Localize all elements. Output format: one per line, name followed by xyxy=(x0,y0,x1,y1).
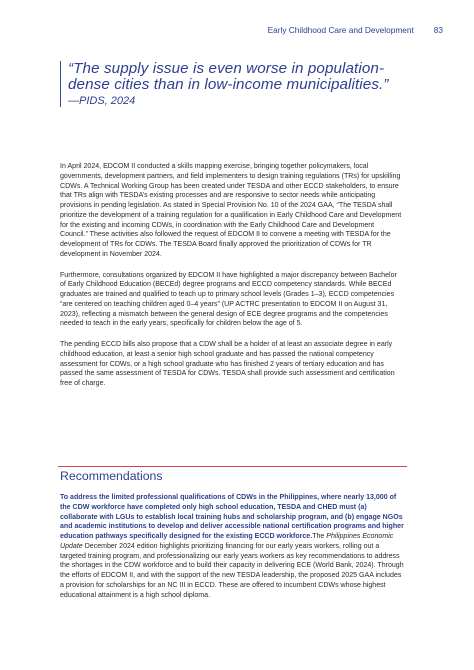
running-header xyxy=(268,25,443,35)
recommendations-paragraph xyxy=(60,493,405,600)
pull-quote-text: “The supply issue is even worse in population-dense cities than in low-income municipalities.” xyxy=(68,60,389,94)
recommendation-text: December 2024 edition highlights prioritizing financing for our early years workers, rolling out a targeted training program, and professionalizing our early years workers as key recommendations to address the shortages in the CDW workforce and to build their capacity in delivering ECE (World Bank, 2024). Through the efforts of EDCOM II, and with the support of the new TESDA leadership, the proposed 2025 GAA includes a provision for scholarships for an NC III in ECCD. These are offered to incumbent CDWs whose highest educational attainment is a high school diploma. xyxy=(60,542,404,599)
paragraph: The pending ECCD bills also propose that a CDW shall be a holder of at least an associate degree in early childhood education, at least a senior high school graduate and has passed the national competency assessment for CDWs, or a high school graduate who has finished 2 years of tertiary education and has passed the same assessment of TESDA for CDWs. TESDA shall provide such assessment and certification free of charge. xyxy=(60,341,395,387)
recommendation-text-lead: The xyxy=(312,533,327,540)
section-heading: Recommendations xyxy=(60,469,163,483)
page-number: 83 xyxy=(433,25,443,35)
pull-quote-attribution: —PIDS, 2024 xyxy=(68,94,136,107)
recommendation-bold-text: To address the limited professional qualifications of CDWs in the Philippines, where nearly 13,000 of the CDW workforce have completed only high school education, TESDA and CHED must (a) collaborate with LGUs to establish local training hubs and scholarship program, and (b) engage NGOs and academic institutions to develop and deliver accessible national certification programs and higher education pathways specifically designed for the existing ECCD workforce. xyxy=(60,494,404,540)
pull-quote xyxy=(60,61,408,107)
section-divider xyxy=(58,466,407,467)
body-text xyxy=(60,162,402,400)
paragraph: In April 2024, EDCOM II conducted a skills mapping exercise, bringing together policymakers, local governments, development partners, and field implementers to design training regulations (TRs) for upskilling CDWs. A Technical Working Group has been created under TESDA and other ECCD stakeholders, to ensure that TRs align with TESDA’s existing processes and are responsive to sector needs while anticipating provisions in pending legislation. As stated in Special Provision No. 10 of the 2024 GAA, “The TESDA shall prioritize the development of a training regulation for a qualification in Early Childhood Care and Development for the existing and incoming CDWs, in coordination with the Early Childhood Care and Development Council.” These activities also followed the request of EDCOM II to convene a meeting with TESDA for the development of TRs for CDWs. The TESDA Board finally approved the prioritization of CDWs for TR development in November 2024. xyxy=(60,163,402,258)
publication-title: Philippines Economic Update xyxy=(60,533,394,550)
paragraph: Furthermore, consultations organized by EDCOM II have highlighted a major discrepancy between Bachelor of Early Childhood Education (BECEd) degree programs and ECCD competency standards. While BECEd graduates are trained and qualified to teach up to primary school levels (Grades 1–3), ECCD competencies “are centered on teaching children aged 0–4 years” (UP ACTRC presentation to EDCOM II on August 31, 2023), reflecting a mismatch between the general design of ECE degree programs and the competencies needed to teach in the early years, specifically for children below the age of 5. xyxy=(60,271,397,328)
running-title: Early Childhood Care and Development xyxy=(267,25,414,35)
